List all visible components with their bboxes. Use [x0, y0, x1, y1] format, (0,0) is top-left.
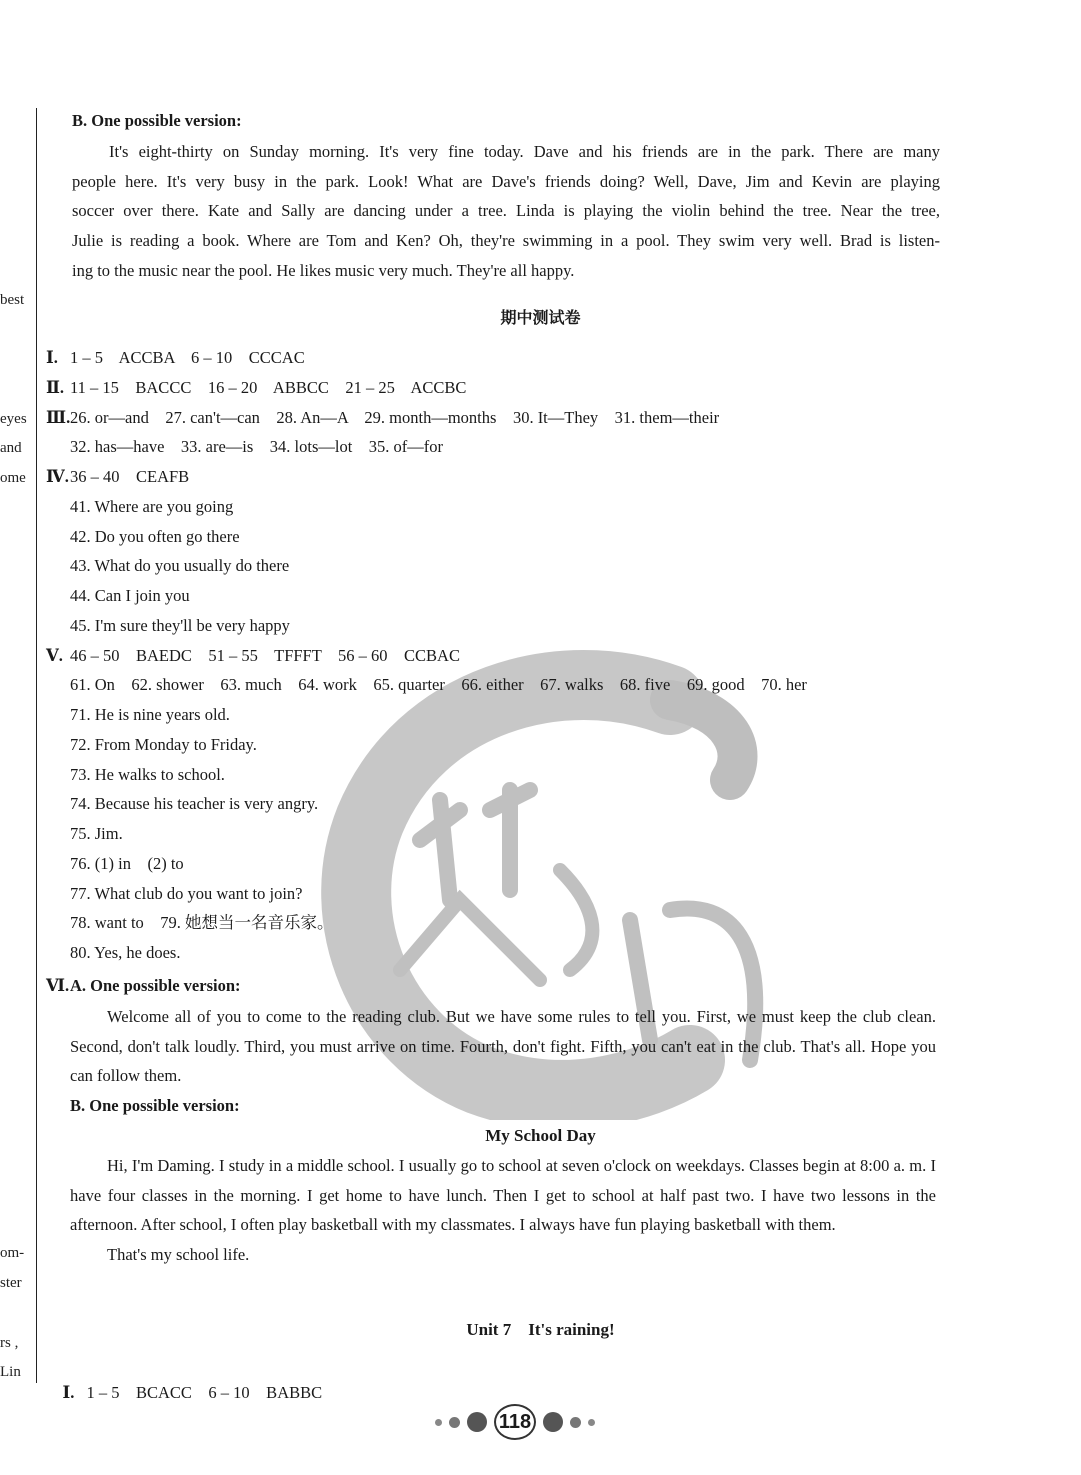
- answer-line: [46, 467, 189, 487]
- answer-text: 75. Jim.: [70, 824, 123, 843]
- margin-fragment: ome: [0, 470, 26, 486]
- answer-line: [46, 884, 303, 904]
- answer-line: [46, 497, 233, 517]
- decor-dot: [570, 1417, 581, 1428]
- margin-fragment: Lin: [0, 1364, 21, 1380]
- paragraph-line: It's eight-thirty on Sunday morning. It's very fine today. Dave and his friends are in the park. There are many: [109, 142, 940, 161]
- answer-line: [46, 527, 240, 547]
- answer-line: [46, 913, 334, 933]
- answer-line: [46, 1363, 322, 1423]
- roman-numeral: Ⅰ.: [62, 1383, 75, 1402]
- answer-text: 42. Do you often go there: [70, 526, 240, 546]
- answer-line: [46, 586, 190, 606]
- paragraph: [72, 137, 940, 286]
- answer-text: 74. Because his teacher is very angry.: [70, 794, 319, 814]
- answer-line: [46, 943, 180, 963]
- paragraph-text: That's my school life.: [107, 1245, 250, 1265]
- answer-line: [46, 348, 305, 368]
- section-heading: B. One possible version:: [72, 111, 242, 130]
- unit-title: Unit 7 It's raining!: [466, 1320, 615, 1339]
- answer-line: [46, 646, 460, 666]
- answer-text: 73. He walks to school.: [70, 764, 225, 784]
- paragraph-line: ing to the music near the pool. He likes music very much. They're all happy.: [72, 260, 575, 280]
- margin-fragment: ster: [0, 1275, 22, 1291]
- page-number: 118: [494, 1404, 536, 1440]
- paragraph-text: Welcome all of you to come to the reading club. But we have some rules to tell you. First, we must keep the club clean. Second, don't talk loudly. Third, you must arrive on time. Fourth, don't fight. Fifth, you can't eat in the club. That's all. Hope you can follow them.: [70, 1007, 936, 1086]
- answer-text: 46 – 50 BAEDC 51 – 55 TFFFT 56 – 60 CCBAC: [70, 645, 460, 665]
- roman-numeral: Ⅴ.: [46, 645, 63, 665]
- margin-fragment: best: [0, 292, 25, 308]
- answer-line: [46, 735, 257, 755]
- roman-numeral: Ⅰ.: [46, 348, 58, 367]
- decor-dot: [543, 1412, 563, 1432]
- section-vi-heading: [46, 976, 241, 996]
- answer-text: 1 – 5 ACCBA 6 – 10 CCCAC: [70, 348, 305, 367]
- answer-text: 78. want to 79. 她想当一名音乐家。: [70, 913, 334, 933]
- answer-line: [46, 705, 230, 725]
- answer-text: 77. What club do you want to join?: [70, 883, 303, 903]
- margin-fragment: om-: [0, 1245, 25, 1261]
- answer-text: 1 – 5 BCACC 6 – 10 BABBC: [86, 1383, 323, 1402]
- answer-text: 76. (1) in (2) to: [70, 853, 184, 873]
- answer-text: 43. What do you usually do there: [70, 556, 290, 576]
- paragraph-line: people here. It's very busy in the park. Look! What are Dave's friends doing? Well, Dave, Jim and Kevin are playing: [72, 171, 940, 191]
- paragraph-text: Hi, I'm Daming. I study in a middle school. I usually go to school at seven o'clock on weekdays. Classes begin at 8:00 a. m. I have four classes in the morning. I get home to have lunch. Then I get to school at half past two. I have two lessons in the afternoon. After school, I often play basketball with my classmates. I always have fun playing basketball with them.: [70, 1156, 936, 1235]
- decor-dot: [467, 1412, 487, 1432]
- paragraph: [70, 1002, 936, 1091]
- roman-numeral: Ⅱ.: [46, 377, 65, 397]
- answer-line: [46, 854, 184, 874]
- decor-dot: [435, 1419, 442, 1426]
- answer-line: [46, 794, 318, 814]
- answer-text: 71. He is nine years old.: [70, 705, 230, 724]
- answer-line: [46, 765, 225, 785]
- answer-line: [46, 378, 466, 398]
- answer-line: [46, 556, 289, 576]
- answer-line: [46, 824, 123, 844]
- answer-line: [46, 437, 443, 457]
- margin-fragment: rs ,: [0, 1335, 19, 1351]
- answer-text: 41. Where are you going: [70, 496, 234, 516]
- answer-text: 11 – 15 BACCC 16 – 20 ABBCC 21 – 25 ACCBC: [70, 377, 467, 397]
- answer-text: 26. or—and 27. can't—can 28. An—A 29. month—months 30. It—They 31. them—their: [70, 407, 720, 427]
- page-footer: [420, 1404, 610, 1440]
- paragraph-line: Julie is reading a book. Where are Tom and Ken? Oh, they're swimming in a pool. They swim very well. Brad is listen-: [72, 231, 940, 251]
- answer-text: 72. From Monday to Friday.: [70, 734, 257, 754]
- answer-text: 36 – 40 CEAFB: [70, 467, 190, 486]
- roman-numeral: Ⅵ.: [46, 976, 70, 995]
- paragraph: [70, 1151, 936, 1270]
- paragraph-line: soccer over there. Kate and Sally are dancing under a tree. Linda is playing the violin behind the tree. Near the tree,: [72, 201, 940, 221]
- section-heading: A. One possible version:: [70, 976, 241, 995]
- answer-line: [46, 616, 290, 636]
- answer-text: 44. Can I join you: [70, 586, 190, 605]
- roman-numeral: Ⅲ.: [46, 407, 71, 427]
- decor-dot: [588, 1419, 595, 1426]
- margin-fragment: eyes: [0, 411, 27, 427]
- answer-line: [46, 675, 807, 695]
- margin-fragment: and: [0, 440, 22, 456]
- midterm-title: 期中测试卷: [500, 308, 581, 327]
- left-margin-rule: [36, 108, 37, 1383]
- answer-line: [46, 408, 719, 428]
- roman-numeral: Ⅳ.: [46, 467, 69, 486]
- answer-text: 61. On 62. shower 63. much 64. work 65. quarter 66. either 67. walks 68. five 69. good 70. her: [70, 675, 807, 695]
- decor-dot: [449, 1417, 460, 1428]
- answer-text: 80. Yes, he does.: [70, 943, 181, 962]
- section-heading: B. One possible version:: [70, 1096, 240, 1115]
- essay-title: My School Day: [485, 1126, 596, 1145]
- answer-text: 45. I'm sure they'll be very happy: [70, 615, 290, 635]
- answer-text: 32. has—have 33. are—is 34. lots—lot 35. of—for: [70, 437, 444, 457]
